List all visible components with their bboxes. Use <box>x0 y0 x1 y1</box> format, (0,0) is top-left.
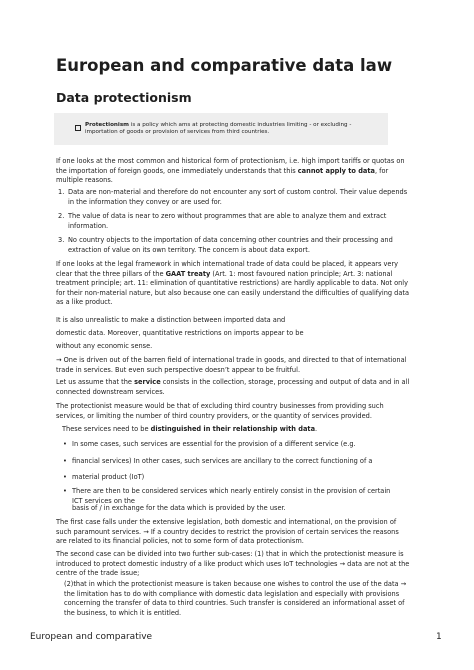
paragraph-intro-text: If one looks at the most common and historical form of protectionism, i.e. high import tariffs or quotas on the importation of foreign goods, one immediately understands that this <box>56 157 405 175</box>
list-number: 1. <box>58 188 65 196</box>
paragraph-gatt-text: If one looks at the legal framework in which international trade of data could be placed, it appears very clear that the three pillars of the <box>56 260 399 278</box>
paragraph-line: without any economic sense. <box>56 342 153 350</box>
paragraph-intro <box>56 157 410 186</box>
bullet-icon: • <box>63 487 67 495</box>
bullet-item <box>63 457 412 467</box>
list-number: 3. <box>58 236 65 244</box>
bullet-icon: • <box>63 440 67 448</box>
bullet-item <box>63 440 412 450</box>
list-number: 2. <box>58 212 65 220</box>
footer-label: European and comparative <box>30 632 153 642</box>
bullet-text: financial services) In other cases, such services are ancillary to the correct functioning of a <box>72 457 373 465</box>
paragraph-intro-end: , for multiple reasons. <box>56 166 389 184</box>
paragraph-line: domestic data. Moreover, quantitative restrictions on imports appear to be <box>56 329 304 337</box>
paragraph-service-text: Let us assume that the <box>56 378 135 386</box>
paragraph-first-case: The first case falls under the extensive legislation, both domestic and international, on the provision of such paramount services. → If a country decides to restrict the provision of certain services the reasons are related to its financial policies, not to some form of data protectionism. <box>56 518 399 545</box>
callout-text <box>85 122 381 136</box>
paragraph-measure: The protectionist measure would be that of excluding third country businesses from providing such services, or limiting the number of third country providers, or the quantity of services provided. <box>56 402 384 420</box>
bullet-icon: • <box>63 457 67 465</box>
section-heading: Data protectionism <box>56 90 192 105</box>
list-item-text: No country objects to the importation of data concerning other countries and their processing and extraction of value on its own territory. The concern is about data export. <box>68 236 393 254</box>
document-title: European and comparative data law <box>56 56 393 75</box>
bullet-item <box>63 473 412 483</box>
list-item <box>58 212 408 231</box>
paragraph-service-bold: service <box>134 378 161 386</box>
checkbox-icon <box>75 125 81 131</box>
callout-term: Protectionism <box>85 122 129 128</box>
paragraph-service <box>56 378 410 397</box>
paragraph-gatt-end: (Art. 1: most favoured nation principle; Art. 3: national treatment principle; art. 11: elimination of quantitative restrictions) are hardly applicable to data. Not only for their non-material nature, but also because one can easily understand the difficulties of qualifying data as a like product. <box>56 269 410 306</box>
paragraph-subcase: (2)that in which the protectionist measure is taken because one wishes to control the use of the data → the limitation has to do with compliance with domestic data legislation and especially with provisions concerning the transfer of data to third countries. Such transfer is considered an informational asset of the business, to which it is entitled. <box>64 580 407 617</box>
paragraph-line: It is also unrealistic to make a distinction between imported data and <box>56 316 286 324</box>
list-item <box>58 188 408 207</box>
paragraph-distinguish-end: . <box>315 425 318 433</box>
list-item-text: The value of data is near to zero without programmes that are able to analyze them and extract information. <box>68 212 387 230</box>
paragraph-arrow: → One is driven out of the barren field of international trade in goods, and directed to that of international trade in services. But even such perspective doesn’t appear to be fruitful. <box>56 356 407 374</box>
bullet-continuation: basis of / in exchange for the data which is provided by the user. <box>72 504 286 512</box>
page-number: 1 <box>436 632 442 642</box>
paragraph-gatt-bold: GAAT treaty <box>165 269 211 278</box>
paragraph-distinguish <box>62 425 416 435</box>
paragraph-service-end: consists in the collection, storage, processing and output of data and in all connected downstream services. <box>56 378 410 396</box>
paragraph-intro-bold: cannot apply to data <box>297 166 375 175</box>
definition-callout <box>54 113 388 145</box>
paragraph-gatt <box>56 260 410 308</box>
list-item-text: Data are non-material and therefore do not encounter any sort of custom control. Their value depends in the information they convey or are used for. <box>68 188 408 206</box>
paragraph-distinguish-bold: distinguished in their relationship with data <box>150 425 316 433</box>
list-item <box>58 236 408 255</box>
bullet-text: material product (IoT) <box>72 473 145 481</box>
callout-definition: is a policy which ams at protecting domestic industries limiting - or excluding - importation of goods or provision of services from third countries. <box>85 122 352 135</box>
paragraph-second-case: The second case can be divided into two further sub-cases: (1) that in which the protectionist measure is introduced to protect domestic industry of a like product which uses IoT technologies → data are not at the centre of the trade issue; <box>56 550 410 577</box>
bullet-icon: • <box>63 473 67 481</box>
bullet-text: In some cases, such services are essential for the provision of a different service (e.g. <box>72 440 356 448</box>
paragraph-distinguish-text: These services need to be <box>62 425 151 433</box>
bullet-text: There are then to be considered services which nearly entirely consist in the provision of certain ICT services on the <box>72 487 391 505</box>
